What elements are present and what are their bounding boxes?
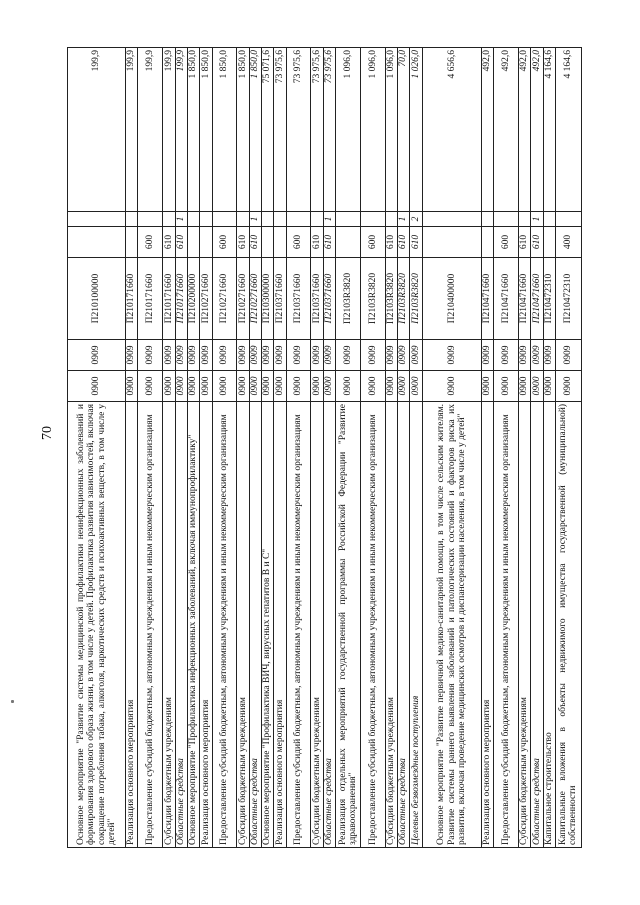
row-name-cell: Субсидии бюджетным учреждениям: [311, 402, 323, 848]
ministry-code-cell: 0900: [212, 371, 237, 402]
row-name-cell: Основное мероприятие "Развитие системы медицинской профилактики неинфекционных заболеваний и формирования здорового образа жизни, в том числе у детей. Профилактика развития зависимостей, включая сокращение потребления табака, алкоголя, наркотических средств и психоактивных веществ, в том числе у детей": [68, 402, 126, 848]
section-code-cell: 0909: [212, 340, 237, 371]
expense-type-cell: [262, 227, 274, 258]
ministry-code-cell: 0900: [494, 371, 519, 402]
ministry-code-cell: 0900: [481, 371, 493, 402]
table-row: [543, 48, 555, 848]
expense-type-cell: 600: [212, 227, 237, 258]
row-name-cell: Областные средства: [249, 402, 261, 848]
amount-cell: 73 975,6: [323, 48, 335, 212]
section-code-cell: 0909: [385, 340, 397, 371]
scan-speck: [11, 700, 14, 703]
section-code-cell: 0909: [397, 340, 409, 371]
amount-cell: 492,0: [494, 48, 519, 212]
amount-cell: 1 026,0: [410, 48, 422, 212]
funding-source-cell: [518, 212, 530, 227]
amount-cell: 1 096,0: [336, 48, 361, 212]
amount-cell: 73 975,6: [311, 48, 323, 212]
row-name-cell: Реализация основного мероприятия: [200, 402, 212, 848]
amount-cell: 73 975,6: [286, 48, 311, 212]
expense-type-cell: [481, 227, 493, 258]
page-number: 70: [40, 426, 55, 440]
funding-source-cell: [274, 212, 286, 227]
amount-cell: 1 850,0: [212, 48, 237, 212]
funding-source-cell: [163, 212, 175, 227]
amount-cell: 1 096,0: [385, 48, 397, 212]
table-row: [237, 48, 249, 848]
table-row: [385, 48, 397, 848]
ministry-code-cell: 0900: [422, 371, 481, 402]
target-article-cell: П2103R3820: [385, 258, 397, 340]
row-name-cell: Областные средства: [397, 402, 409, 848]
section-code-cell: 0909: [494, 340, 519, 371]
target-article-cell: П210100000: [68, 258, 126, 340]
row-name-cell: Реализация отдельных мероприятий государственной программы Российской Федерации "Развитие здравоохранения": [336, 402, 361, 848]
ministry-code-cell: 0900: [336, 371, 361, 402]
table-row: [200, 48, 212, 848]
expense-type-cell: 610: [531, 227, 543, 258]
section-code-cell: 0909: [518, 340, 530, 371]
target-article-cell: П210271660: [200, 258, 212, 340]
expense-type-cell: [187, 227, 199, 258]
table-row: [311, 48, 323, 848]
expense-type-cell: 400: [555, 227, 581, 258]
expense-type-cell: 610: [397, 227, 409, 258]
section-code-cell: 0909: [249, 340, 261, 371]
row-name-cell: Реализация основного мероприятия: [274, 402, 286, 848]
target-article-cell: П210171660: [138, 258, 163, 340]
row-name-cell: Основное мероприятие "Профилактика ВИЧ, вирусных гепатитов В и С": [262, 402, 274, 848]
expense-type-cell: [422, 227, 481, 258]
table-row: [555, 48, 581, 848]
target-article-cell: П210471660: [518, 258, 530, 340]
table-row: [323, 48, 335, 848]
funding-source-cell: [212, 212, 237, 227]
section-code-cell: 0909: [336, 340, 361, 371]
section-code-cell: 0909: [531, 340, 543, 371]
ministry-code-cell: 0900: [360, 371, 385, 402]
table-row: [274, 48, 286, 848]
ministry-code-cell: 0900: [262, 371, 274, 402]
ministry-code-cell: 0900: [249, 371, 261, 402]
ministry-code-cell: 0900: [531, 371, 543, 402]
table-row: [286, 48, 311, 848]
amount-cell: 199,9: [138, 48, 163, 212]
amount-cell: 4 656,6: [422, 48, 481, 212]
amount-cell: 1 850,0: [249, 48, 261, 212]
table-row: [481, 48, 493, 848]
table-row: [494, 48, 519, 848]
amount-cell: 73 975,6: [274, 48, 286, 212]
section-code-cell: 0909: [175, 340, 187, 371]
target-article-cell: П210371660: [323, 258, 335, 340]
table-row: [262, 48, 274, 848]
section-code-cell: 0909: [200, 340, 212, 371]
target-article-cell: П2103R3820: [336, 258, 361, 340]
expense-type-cell: [274, 227, 286, 258]
amount-cell: 199,9: [68, 48, 126, 212]
target-article-cell: П210271660: [212, 258, 237, 340]
target-article-cell: П210171660: [126, 258, 138, 340]
funding-source-cell: [126, 212, 138, 227]
ministry-code-cell: 0900: [200, 371, 212, 402]
amount-cell: 199,9: [163, 48, 175, 212]
ministry-code-cell: 0900: [323, 371, 335, 402]
amount-cell: 492,0: [531, 48, 543, 212]
target-article-cell: П2103R3820: [360, 258, 385, 340]
table-row: [518, 48, 530, 848]
table-row: [249, 48, 261, 848]
amount-cell: 4 164,6: [543, 48, 555, 212]
section-code-cell: 0909: [138, 340, 163, 371]
expense-type-cell: 600: [286, 227, 311, 258]
funding-source-cell: 2: [410, 212, 422, 227]
target-article-cell: П210472310: [543, 258, 555, 340]
ministry-code-cell: 0900: [138, 371, 163, 402]
target-article-cell: П210371660: [274, 258, 286, 340]
amount-cell: 492,0: [518, 48, 530, 212]
ministry-code-cell: 0900: [543, 371, 555, 402]
funding-source-cell: [138, 212, 163, 227]
amount-cell: 199,9: [175, 48, 187, 212]
target-article-cell: П210472310: [555, 258, 581, 340]
table-row: [360, 48, 385, 848]
row-name-cell: Областные средства: [323, 402, 335, 848]
row-name-cell: Основное мероприятие "Профилактика инфекционных заболеваний, включая иммунопрофилактику": [187, 402, 199, 848]
row-name-cell: Целевые безвозмездные поступления: [410, 402, 422, 848]
funding-source-cell: [68, 212, 126, 227]
table-row: [397, 48, 409, 848]
amount-cell: 1 850,0: [200, 48, 212, 212]
row-name-cell: Субсидии бюджетным учреждениям: [385, 402, 397, 848]
funding-source-cell: [336, 212, 361, 227]
funding-source-cell: [200, 212, 212, 227]
budget-table: [67, 47, 582, 848]
section-code-cell: 0909: [543, 340, 555, 371]
amount-cell: 1 096,0: [360, 48, 385, 212]
section-code-cell: 0909: [237, 340, 249, 371]
section-code-cell: 0909: [481, 340, 493, 371]
amount-cell: 1 850,0: [187, 48, 199, 212]
ministry-code-cell: 0900: [286, 371, 311, 402]
ministry-code-cell: 0900: [555, 371, 581, 402]
expense-type-cell: [126, 227, 138, 258]
section-code-cell: 0909: [262, 340, 274, 371]
ministry-code-cell: 0900: [311, 371, 323, 402]
row-name-cell: Основное мероприятие "Развитие первичной медико-санитарной помощи, в том числе сельским жителям. Развитие системы раннего выявления заболеваний и патологических состояний и факторов риска их развития, включая проведение медицинских осмотров и диспансеризации населения, в том числе у детей": [422, 402, 481, 848]
row-name-cell: Предоставление субсидий бюджетным, автономным учреждениям и иным некоммерческим организациям: [360, 402, 385, 848]
funding-source-cell: [311, 212, 323, 227]
ministry-code-cell: 0900: [518, 371, 530, 402]
section-code-cell: 0909: [274, 340, 286, 371]
funding-source-cell: [494, 212, 519, 227]
ministry-code-cell: 0900: [126, 371, 138, 402]
table-row: [531, 48, 543, 848]
funding-source-cell: 1: [531, 212, 543, 227]
amount-cell: 1 850,0: [237, 48, 249, 212]
table-row: [187, 48, 199, 848]
expense-type-cell: 610: [311, 227, 323, 258]
table-row: [138, 48, 163, 848]
funding-source-cell: [385, 212, 397, 227]
ministry-code-cell: 0900: [237, 371, 249, 402]
expense-type-cell: [543, 227, 555, 258]
target-article-cell: П2103R3820: [397, 258, 409, 340]
ministry-code-cell: 0900: [175, 371, 187, 402]
row-name-cell: Областные средства: [531, 402, 543, 848]
table-row: [68, 48, 126, 848]
row-name-cell: Реализация основного мероприятия: [126, 402, 138, 848]
funding-source-cell: [543, 212, 555, 227]
ministry-code-cell: 0900: [385, 371, 397, 402]
amount-cell: 70,0: [397, 48, 409, 212]
expense-type-cell: 610: [163, 227, 175, 258]
expense-type-cell: 600: [494, 227, 519, 258]
expense-type-cell: 610: [323, 227, 335, 258]
table-row: [410, 48, 422, 848]
funding-source-cell: 1: [397, 212, 409, 227]
rotated-table-wrapper: [67, 48, 582, 848]
expense-type-cell: 610: [518, 227, 530, 258]
expense-type-cell: 600: [360, 227, 385, 258]
expense-type-cell: [200, 227, 212, 258]
expense-type-cell: 610: [175, 227, 187, 258]
expense-type-cell: 610: [385, 227, 397, 258]
ministry-code-cell: 0900: [187, 371, 199, 402]
section-code-cell: 0909: [163, 340, 175, 371]
row-name-cell: Предоставление субсидий бюджетным, автономным учреждениям и иным некоммерческим организациям: [494, 402, 519, 848]
section-code-cell: 0909: [286, 340, 311, 371]
section-code-cell: 0909: [360, 340, 385, 371]
budget-table-body: [68, 48, 582, 848]
row-name-cell: Капитальные вложения в объекты недвижимого имущества государственной (муниципальной) собственности: [555, 402, 581, 848]
table-row: [175, 48, 187, 848]
row-name-cell: Реализация основного мероприятия: [481, 402, 493, 848]
section-code-cell: 0909: [323, 340, 335, 371]
target-article-cell: П210300000: [262, 258, 274, 340]
funding-source-cell: 1: [249, 212, 261, 227]
amount-cell: 75 071,6: [262, 48, 274, 212]
section-code-cell: 0909: [410, 340, 422, 371]
expense-type-cell: 610: [410, 227, 422, 258]
ministry-code-cell: 0900: [410, 371, 422, 402]
funding-source-cell: [262, 212, 274, 227]
table-row: [212, 48, 237, 848]
funding-source-cell: [481, 212, 493, 227]
section-code-cell: 0909: [187, 340, 199, 371]
table-row: [163, 48, 175, 848]
target-article-cell: П210371660: [286, 258, 311, 340]
section-code-cell: 0909: [422, 340, 481, 371]
row-name-cell: Субсидии бюджетным учреждениям: [163, 402, 175, 848]
ministry-code-cell: 0900: [68, 371, 126, 402]
row-name-cell: Капитальное строительство: [543, 402, 555, 848]
section-code-cell: 0909: [311, 340, 323, 371]
target-article-cell: П210471660: [481, 258, 493, 340]
funding-source-cell: [286, 212, 311, 227]
row-name-cell: Предоставление субсидий бюджетным, автономным учреждениям и иным некоммерческим организациям: [286, 402, 311, 848]
row-name-cell: Областные средства: [175, 402, 187, 848]
ministry-code-cell: 0900: [163, 371, 175, 402]
ministry-code-cell: 0900: [397, 371, 409, 402]
funding-source-cell: [360, 212, 385, 227]
target-article-cell: П210200000: [187, 258, 199, 340]
expense-type-cell: [68, 227, 126, 258]
funding-source-cell: 1: [175, 212, 187, 227]
expense-type-cell: 610: [237, 227, 249, 258]
row-name-cell: Предоставление субсидий бюджетным, автономным учреждениям и иным некоммерческим организациям: [212, 402, 237, 848]
section-code-cell: 0909: [555, 340, 581, 371]
table-row: [336, 48, 361, 848]
section-code-cell: 0909: [68, 340, 126, 371]
table-row: [126, 48, 138, 848]
amount-cell: 4 164,6: [555, 48, 581, 212]
amount-cell: 199,9: [126, 48, 138, 212]
target-article-cell: П210271660: [237, 258, 249, 340]
target-article-cell: П210400000: [422, 258, 481, 340]
funding-source-cell: [187, 212, 199, 227]
table-row: [422, 48, 481, 848]
amount-cell: 492,0: [481, 48, 493, 212]
ministry-code-cell: 0900: [274, 371, 286, 402]
funding-source-cell: [422, 212, 481, 227]
target-article-cell: П2103R3820: [410, 258, 422, 340]
row-name-cell: Субсидии бюджетным учреждениям: [518, 402, 530, 848]
expense-type-cell: 600: [138, 227, 163, 258]
funding-source-cell: 1: [323, 212, 335, 227]
expense-type-cell: [336, 227, 361, 258]
section-code-cell: 0909: [126, 340, 138, 371]
target-article-cell: П210371660: [311, 258, 323, 340]
target-article-cell: П210471660: [531, 258, 543, 340]
target-article-cell: П210171660: [163, 258, 175, 340]
funding-source-cell: [237, 212, 249, 227]
row-name-cell: Предоставление субсидий бюджетным, автономным учреждениям и иным некоммерческим организациям: [138, 402, 163, 848]
expense-type-cell: 610: [249, 227, 261, 258]
funding-source-cell: [555, 212, 581, 227]
target-article-cell: П210271660: [249, 258, 261, 340]
row-name-cell: Субсидии бюджетным учреждениям: [237, 402, 249, 848]
target-article-cell: П210471660: [494, 258, 519, 340]
target-article-cell: П210171660: [175, 258, 187, 340]
